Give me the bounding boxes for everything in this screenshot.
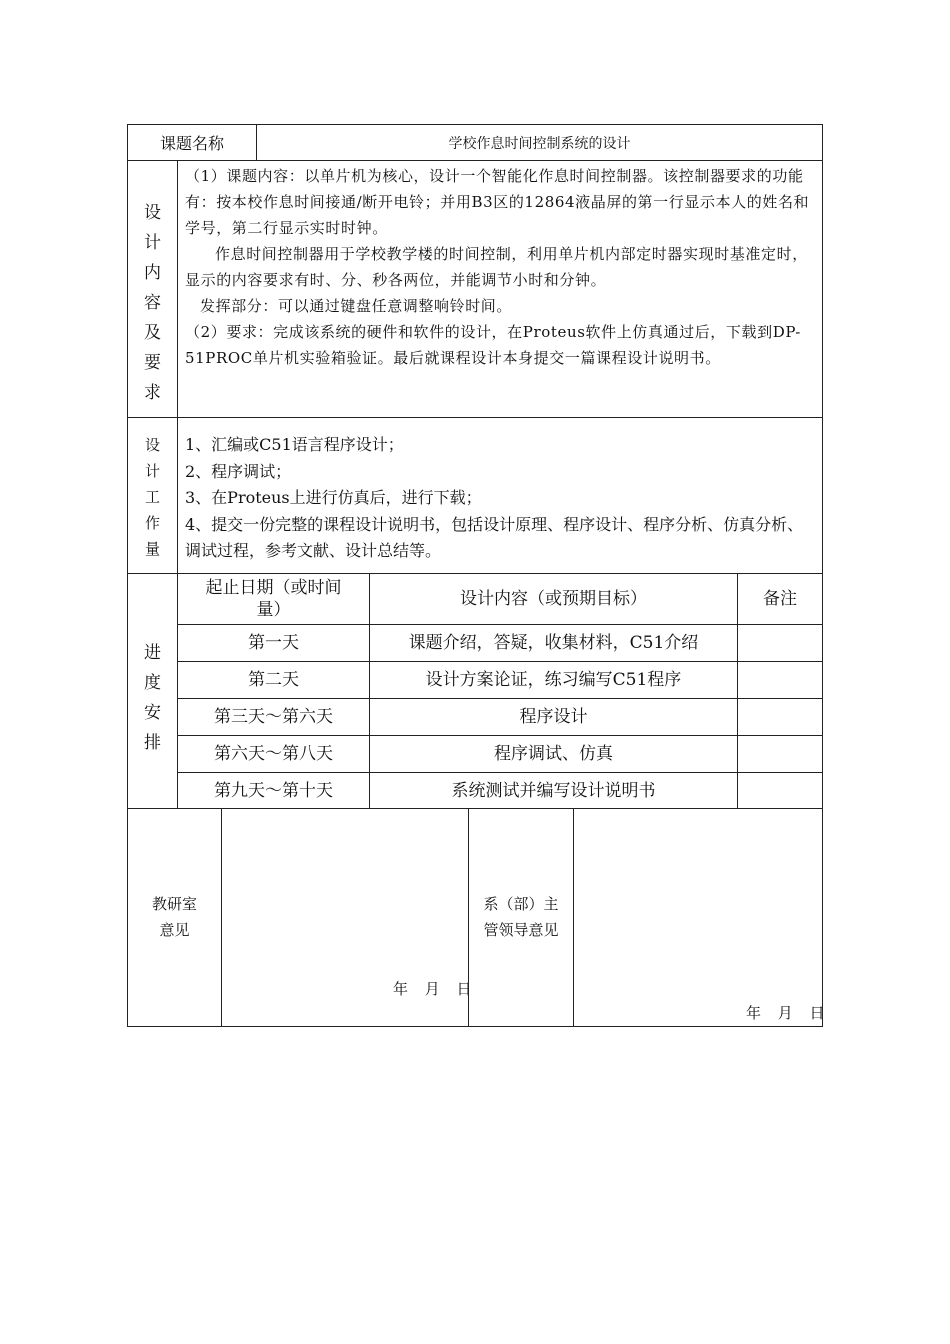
teaching-office-label	[127, 891, 222, 943]
schedule-row-date	[177, 772, 370, 809]
schedule-row-note	[737, 661, 823, 699]
schedule-header-date-text: 起止日期（或时间量）	[205, 578, 342, 620]
schedule-row-content	[369, 772, 738, 809]
teaching-office-date: 年 月 日	[393, 980, 478, 998]
design-label-char: 内	[144, 263, 161, 283]
design-label-char: 容	[144, 293, 161, 313]
schedule-row-date	[177, 735, 370, 773]
design-label-char: 求	[144, 383, 161, 403]
schedule-header-content-text: 设计内容（或预期目标）	[460, 589, 647, 609]
work-content	[177, 432, 823, 565]
schedule-row-note	[737, 698, 823, 736]
work-item: 1、汇编或C51语言程序设计；	[185, 435, 404, 454]
department-label	[468, 891, 574, 943]
design-paragraph: 发挥部分：可以通过键盘任意调整响铃时间。	[200, 297, 513, 315]
design-label-char: 及	[144, 323, 161, 343]
work-label-char: 计	[144, 462, 160, 480]
schedule-date: 第六天～第八天	[214, 744, 333, 764]
design-label-char: 要	[144, 353, 161, 373]
work-label-char: 工	[144, 488, 160, 506]
department-label-line: 系（部）主	[483, 895, 559, 913]
schedule-row-note	[737, 624, 823, 662]
schedule-label-char: 排	[144, 733, 161, 753]
department-date: 年 月 日	[746, 1004, 831, 1022]
schedule-row-date	[177, 624, 370, 662]
schedule-row-content	[369, 661, 738, 699]
schedule-header-note	[737, 573, 823, 625]
design-label-char: 设	[144, 203, 161, 223]
project-title: 学校作息时间控制系统的设计	[448, 135, 631, 152]
schedule-label-char: 进	[144, 643, 161, 663]
design-label-char: 计	[144, 233, 161, 253]
work-label	[127, 432, 178, 562]
schedule-date: 第一天	[248, 633, 299, 653]
work-item: 3、在Proteus上进行仿真后，进行下载；	[185, 488, 482, 507]
header-label: 课题名称	[159, 134, 224, 153]
teaching-office-label-line: 意见	[159, 921, 190, 939]
schedule-content: 程序调试、仿真	[494, 744, 613, 764]
work-label-char: 设	[144, 436, 160, 454]
work-item: 2、程序调试；	[185, 461, 292, 481]
design-paragraph: 作息时间控制器用于学校教学楼的时间控制，利用单片机内部定时器实现时基准定时，显示的内容要求有时、分、秒各两位，并能调节小时和分钟。	[185, 245, 808, 289]
work-item: 4、提交一份完整的课程设计说明书，包括设计原理、程序设计、程序分析、仿真分析、调试过程，参考文献、设计总结等。	[185, 514, 804, 560]
design-paragraph: （2）要求：完成该系统的硬件和软件的设计，在Proteus软件上仿真通过后，下载到DP-51PROC单片机实验箱验证。最后就课程设计本身提交一篇课程设计说明书。	[185, 323, 801, 367]
design-label	[127, 198, 178, 408]
schedule-row-content	[369, 624, 738, 662]
schedule-row-note	[737, 772, 823, 809]
schedule-row-date	[177, 661, 370, 699]
schedule-row-content	[369, 735, 738, 773]
schedule-label-char: 安	[144, 703, 161, 723]
department-opinion-cell	[573, 808, 823, 1027]
department-label-line: 管领导意见	[483, 921, 559, 939]
schedule-header-note-text: 备注	[763, 589, 797, 609]
schedule-row-content	[369, 698, 738, 736]
schedule-label-char: 度	[144, 673, 161, 693]
teaching-office-label-line: 教研室	[151, 895, 197, 913]
schedule-row-note	[737, 735, 823, 773]
design-paragraph: （1）课题内容：以单片机为核心，设计一个智能化作息时间控制器。该控制器要求的功能有：按本校作息时间接通/断开电铃；并用B3区的12864液晶屏的第一行显示本人的姓名和学号，第二行显示实时时钟。	[185, 167, 810, 237]
schedule-row-date	[177, 698, 370, 736]
schedule-content: 课题介绍，答疑，收集材料，C51介绍	[408, 633, 699, 653]
schedule-header-content	[369, 573, 738, 625]
schedule-date: 第九天～第十天	[214, 780, 333, 801]
work-label-char: 作	[144, 514, 160, 532]
schedule-content: 程序设计	[519, 707, 588, 727]
schedule-label	[127, 638, 178, 758]
schedule-date: 第三天～第六天	[214, 707, 333, 727]
design-content	[177, 163, 823, 371]
schedule-date: 第二天	[248, 670, 299, 690]
schedule-content: 系统测试并编写设计说明书	[451, 780, 656, 801]
schedule-content: 设计方案论证，练习编写C51程序	[425, 670, 682, 690]
schedule-header-date	[177, 573, 370, 625]
work-label-char: 量	[144, 540, 160, 558]
